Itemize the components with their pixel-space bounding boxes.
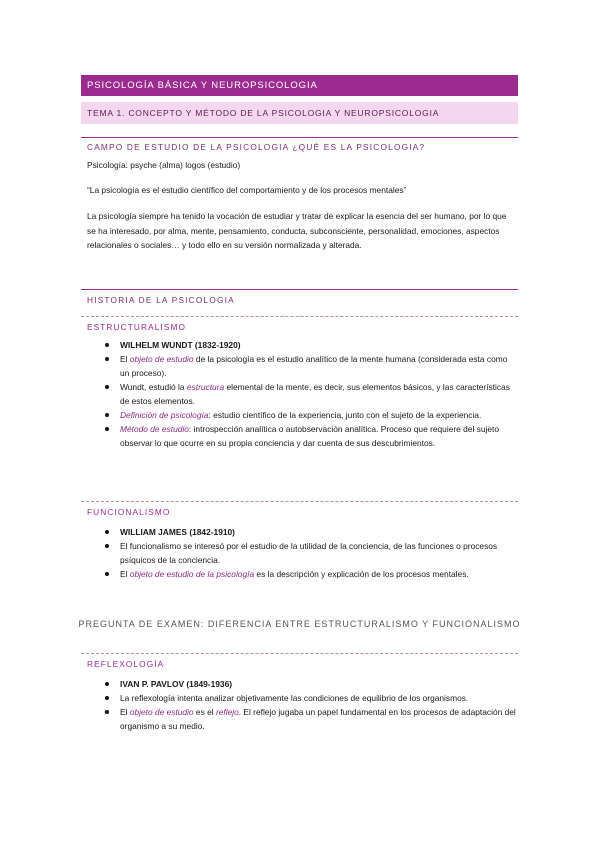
section-divider [81,289,518,290]
subheading-funcionalismo: FUNCIONALISMO [87,507,171,517]
intro-paragraph: La psicología siempre ha tenido la vocación de estudiar y tratar de explicar la esencia del ser humano, por lo que se ha interesado, por alma, mente, pensamiento, conducta, subconsciente, personalidad, emociones, aspectos relacionales o sociales… y todo ello en su versión normalizada y alterada. [87,211,507,250]
list-item: El objeto de estudio es el reflejo. El reflejo jugaba un papel fundamental en los procesos de adaptación del organismo a su medio. [87,705,517,733]
list-item: La reflexología intenta analizar objetivamente las condiciones de equilibrio de los organismos. [87,691,517,705]
section-divider-dashed [81,316,518,317]
topic-title-banner [81,102,518,124]
list-item: El objeto de estudio de la psicología es la descripción y explicación de los procesos mentales. [87,567,517,581]
estructuralismo-list [87,338,517,450]
list-item: IVAN P. PAVLOV (1849-1936) [87,677,517,691]
list-item: Definición de psicología: estudio científico de la experiencia, junto con el sujeto de la experiencia. [87,408,517,422]
list-item: Wundt, estudió la estructura elemental de la mente, es decir, sus elementos básicos, y las características de estos elementos. [87,380,517,408]
topic-title: TEMA 1. CONCEPTO Y MÉTODO DE LA PSICOLOGIA Y NEUROPSICOLOGIA [87,108,440,118]
course-title-banner [81,75,518,96]
course-title: PSICOLOGÍA BÁSICA Y NEUROPSICOLOGIA [87,80,318,91]
list-item: WILHELM WUNDT (1832-1920) [87,338,517,352]
section-divider-dashed [81,653,518,654]
section-heading-campo: CAMPO DE ESTUDIO DE LA PSICOLOGIA ¿QUÉ ES LA PSICOLOGIA? [87,142,426,152]
list-item: El funcionalismo se interesó por el estudio de la utilidad de la conciencia, de las funciones o procesos psíquicos de la conciencia. [87,539,517,567]
section-heading-historia: HISTORIA DE LA PSICOLOGIA [87,295,235,305]
etymology-text: Psicología: psyche (alma) logos (estudio) [87,160,241,170]
subheading-estructuralismo: ESTRUCTURALISMO [87,322,187,332]
section-divider [81,137,518,138]
definition-quote: “La psicología es el estudio científico del comportamiento y de los procesos mentales” [87,185,407,195]
subheading-reflexologia: REFLEXOLOGÍA [87,659,165,669]
list-item: WILLIAM JAMES (1842-1910) [87,525,517,539]
reflexologia-list [87,677,517,733]
list-item: El objeto de estudio de la psicología es el estudio analítico de la mente humana (considerada esta como un proceso). [87,352,517,380]
section-divider-dashed [81,501,518,502]
exam-question: PREGUNTA DE EXAMEN: DIFERENCIA ENTRE ESTRUCTURALISMO Y FUNCIONALISMO [78,619,521,629]
list-item: Método de estudio: introspección analítica o autobservación analítica. Proceso que requiere del sujeto observar lo que ocurre en su propia conciencia y dar cuenta de sus descubrimientos. [87,422,517,450]
funcionalismo-list [87,525,517,581]
